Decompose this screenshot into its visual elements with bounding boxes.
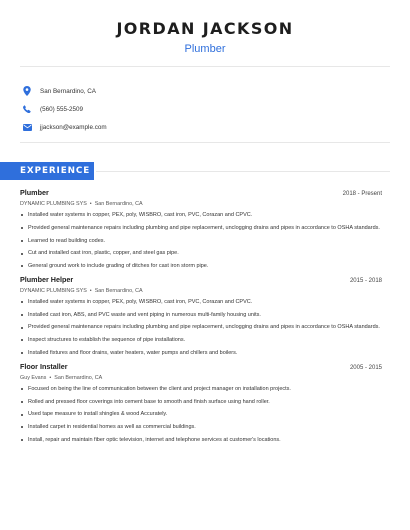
contact-email	[22, 118, 107, 136]
contact-phone-text: (560) 555-2509	[40, 105, 84, 113]
job-title: Plumber Helper	[20, 274, 74, 284]
job-location: San Bernardino, CA	[94, 287, 143, 294]
job-entry	[20, 275, 382, 358]
contact-location	[22, 82, 107, 100]
phone-icon	[22, 104, 32, 114]
experience-list	[20, 188, 382, 449]
contact-email-text: jjackson@example.com	[40, 123, 107, 131]
job-dates: 2018 - Present	[342, 191, 382, 197]
job-title: Plumber	[20, 188, 49, 197]
job-bullet: Installed water systems in copper, PEX, poly, WISBRO, cast iron, PVC, Corazan and CPVC.	[20, 211, 382, 220]
job-company: DYNAMIC PLUMBING SYS	[20, 287, 87, 294]
experience-section-rule	[96, 171, 390, 172]
job-header	[20, 362, 382, 371]
job-bullet: Cut and installed cast iron, plastic, copper, and steel gas pipe.	[20, 249, 382, 258]
job-bullet: Provided general maintenance repairs including plumbing and pipe replacement, unclogging drains and pipes in accordance to OSHA standards.	[20, 323, 382, 332]
contact-phone	[22, 100, 107, 118]
job-entry	[20, 362, 382, 445]
header-divider	[20, 66, 390, 67]
job-bullet: Used tape measure to install shingles & wood Accurately.	[20, 410, 382, 419]
contact-divider	[20, 142, 390, 143]
job-bullet: Rolled and pressed floor coverings into cement base to smooth and finish surface using hand roller.	[20, 398, 382, 407]
job-bullet: Installed cast iron, ABS, and PVC waste and vent piping in numerous multi-family housing units.	[20, 311, 382, 320]
job-bullets	[20, 385, 382, 445]
job-company: DYNAMIC PLUMBING SYS	[20, 201, 87, 207]
job-bullet: Learned to read building codes.	[20, 237, 382, 246]
job-bullet: Install, repair and maintain fiber optic television, internet and telephone services at customer's locations.	[20, 436, 382, 445]
job-location: San Bernardino, CA	[94, 201, 143, 207]
job-bullet: General ground work to include grading of ditches for cast iron storm pipe.	[20, 262, 382, 271]
experience-section-title: EXPERIENCE	[0, 162, 94, 180]
contact-location-text: San Bernardino, CA	[40, 87, 97, 95]
job-bullet: Inspect structures to establish the sequence of pipe installations.	[20, 336, 382, 345]
email-icon	[22, 122, 32, 132]
contact-list	[22, 82, 107, 136]
job-company-line: DYNAMIC PLUMBING SYS • San Bernardino, CA	[20, 201, 143, 207]
job-bullet: Installed carpet in residential homes as well as commercial buildings.	[20, 423, 382, 432]
job-location: San Bernardino, CA	[54, 374, 103, 381]
job-header	[20, 275, 382, 284]
job-dates: 2015 - 2018	[349, 277, 382, 284]
job-company-line: DYNAMIC PLUMBING SYS • San Bernardino, CA	[20, 287, 143, 294]
resume-header	[0, 0, 410, 56]
job-bullets	[20, 211, 382, 271]
candidate-name: JORDAN JACKSON	[116, 19, 294, 38]
job-bullet: Focused on being the line of communication between the client and project manager on installation projects.	[20, 385, 382, 394]
job-bullet: Installed fixtures and floor drains, water heaters, water pumps and chillers and boilers.	[20, 349, 382, 358]
candidate-title: Plumber	[184, 43, 226, 55]
location-pin-icon	[22, 86, 32, 96]
job-entry	[20, 188, 382, 271]
job-bullets	[20, 298, 382, 358]
job-company-line: Guy Evans • San Bernardino, CA	[20, 374, 103, 381]
job-bullet: Provided general maintenance repairs including plumbing and pipe replacement, unclogging drains and pipes in accordance to OSHA standards.	[20, 224, 382, 233]
job-bullet: Installed water systems in copper, PEX, poly, WISBRO, cast iron, PVC, Corazan and CPVC.	[20, 298, 382, 307]
job-header	[20, 188, 382, 197]
job-company: Guy Evans	[20, 374, 47, 381]
job-dates: 2005 - 2015	[349, 364, 382, 371]
job-title: Floor Installer	[20, 361, 68, 371]
